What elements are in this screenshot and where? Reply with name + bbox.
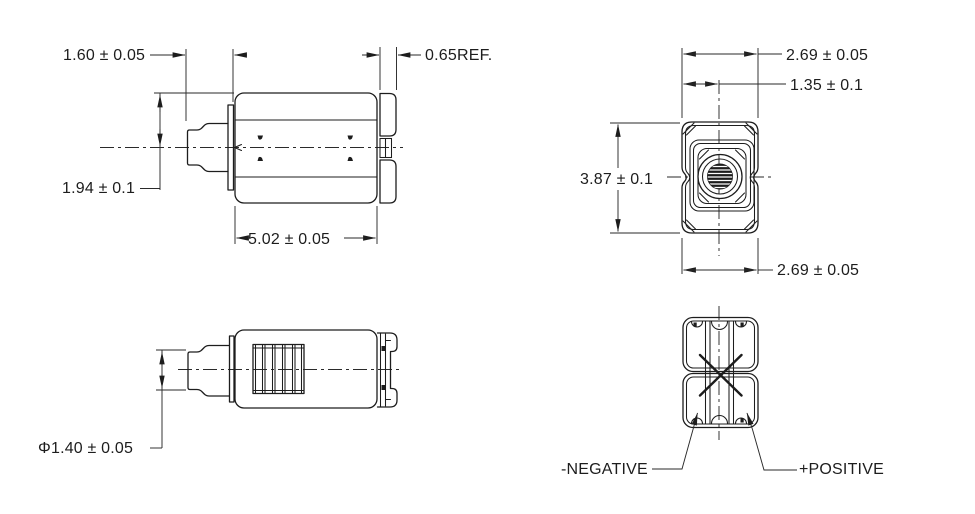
front-view — [667, 80, 773, 256]
dim-width-top: 2.69 ± 0.05 — [786, 47, 869, 64]
cross-mark — [700, 355, 742, 396]
upper-half-rim — [687, 321, 755, 368]
body-outline — [235, 330, 377, 408]
negative-leader-line — [652, 413, 698, 469]
rear-cap — [378, 333, 398, 407]
dim-tip-length: 1.60 ± 0.05 — [63, 47, 146, 64]
label-negative: -NEGATIVE — [561, 461, 648, 478]
dimensions-side-view-bottom — [38, 350, 186, 457]
dim-tip-half-height: 1.94 ± 0.1 — [62, 180, 136, 197]
dim-height: 3.87 ± 0.1 — [580, 171, 654, 188]
dim-center-offset: 1.35 ± 0.1 — [790, 77, 864, 94]
contact-marks — [258, 136, 354, 162]
dim-body-length: 5.02 ± 0.05 — [248, 231, 331, 248]
positive-leader-line — [747, 413, 797, 470]
dim-tip-diameter: Φ1.40 ± 0.05 — [38, 440, 134, 457]
side-view-top — [100, 93, 403, 203]
dimensions-front-view — [580, 47, 868, 279]
side-view-bottom — [178, 330, 403, 408]
dim-cap-width: 0.65REF. — [425, 47, 493, 64]
rear-view — [683, 306, 758, 440]
label-positive: +POSITIVE — [799, 461, 884, 478]
body-outline — [235, 93, 377, 203]
rear-cap — [380, 94, 396, 204]
dim-width-bottom: 2.69 ± 0.05 — [777, 262, 860, 279]
nozzle-flange — [230, 336, 235, 402]
polarity-labels — [561, 413, 884, 478]
grille — [253, 345, 304, 394]
nozzle-tip — [188, 346, 229, 397]
